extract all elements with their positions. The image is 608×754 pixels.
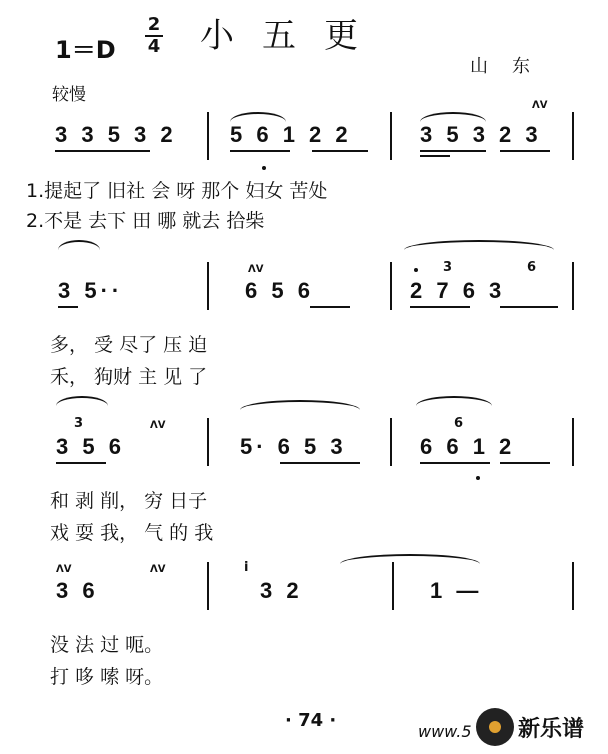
row1-lyrics-verse2: 2.不是 去下 田 哪 就去 拾柴 xyxy=(26,210,265,232)
meter-bottom: 4 xyxy=(147,36,161,57)
row3-lyrics-verse2: 戏 耍 我， 气 的 我 xyxy=(50,522,214,544)
row3-measure3-notes: 6 6 1 2 xyxy=(420,434,516,459)
grace-note: 3 xyxy=(443,260,453,275)
beam xyxy=(312,150,368,152)
row4-measure3-notes: 1 — xyxy=(430,578,483,603)
tie xyxy=(340,554,480,564)
beam xyxy=(55,150,150,152)
row2-measure1-notes: 3 5·· xyxy=(58,278,124,303)
beam xyxy=(310,306,350,308)
meter-top: 2 xyxy=(147,14,161,35)
beam xyxy=(280,462,360,464)
row1-measure1-notes: 3 3 5 3 2 xyxy=(55,122,177,147)
row4-measure1-notes: 3 6 xyxy=(56,578,99,603)
page-number: · 74 · xyxy=(285,710,337,731)
beam xyxy=(420,155,450,157)
row4-lyrics-verse1: 没 法 过 呃。 xyxy=(50,634,164,656)
row1-measure3-notes: 3 5 3 2 3 xyxy=(420,122,542,147)
slur xyxy=(404,240,554,250)
barline xyxy=(390,112,392,160)
row4-lyrics-verse2: 打 哆 嗦 呀。 xyxy=(50,666,164,688)
row2-lyrics-verse2: 禾， 狗财 主 见 了 xyxy=(50,366,208,388)
row3-measure1-notes: 3 5 6 xyxy=(56,434,125,459)
ornament-mark: ᐱᐯ xyxy=(248,264,264,275)
ornament-mark: ᐱᐯ xyxy=(532,100,548,111)
beam xyxy=(410,306,470,308)
grace-note: i xyxy=(244,560,249,575)
row1-lyrics-verse1: 1.提起了 旧社 会 呀 那个 妇女 苦处 xyxy=(26,180,328,202)
row2-lyrics-verse1: 多， 受 尽了 压 迫 xyxy=(50,334,208,356)
grace-note: 6 xyxy=(527,260,537,275)
slur xyxy=(58,240,100,250)
row3-measure2-notes: 5· 6 5 3 xyxy=(240,434,347,459)
grace-note: 6 xyxy=(454,416,464,431)
beam xyxy=(420,462,490,464)
ornament-mark: ᐱᐯ xyxy=(150,564,166,575)
barline xyxy=(207,562,209,610)
barline xyxy=(207,262,209,310)
slur xyxy=(240,400,360,410)
beam xyxy=(56,462,106,464)
watermark-name: 新乐谱 xyxy=(518,717,585,742)
beam xyxy=(58,306,78,308)
barline xyxy=(572,418,574,466)
song-region: 山东 xyxy=(470,56,554,77)
barline xyxy=(572,262,574,310)
row3-lyrics-verse1: 和 剥 削， 穷 日子 xyxy=(50,490,208,512)
row2-measure2-notes: 6 5 6 xyxy=(245,278,314,303)
beam xyxy=(420,150,486,152)
beam xyxy=(230,150,290,152)
row2-measure3-notes: 2 7 6 3 xyxy=(410,278,506,303)
row4-measure2-notes: 3 2 xyxy=(260,578,303,603)
ornament-mark: ᐱᐯ xyxy=(56,564,72,575)
slur xyxy=(56,396,108,406)
slur xyxy=(416,396,492,406)
beam xyxy=(500,150,550,152)
ornament-mark: ᐱᐯ xyxy=(150,420,166,431)
song-title: 小五更 xyxy=(200,16,386,56)
slur xyxy=(420,112,486,122)
row1-measure2-notes: 5 6 1 2 2 xyxy=(230,122,352,147)
watermark-logo-icon xyxy=(476,708,514,746)
beam xyxy=(500,462,550,464)
barline xyxy=(390,262,392,310)
barline xyxy=(572,112,574,160)
barline xyxy=(390,418,392,466)
beam xyxy=(500,306,558,308)
barline xyxy=(392,562,394,610)
barline xyxy=(572,562,574,610)
grace-note: 3 xyxy=(74,416,84,431)
key-signature: 1＝D xyxy=(55,36,116,64)
watermark-url: www.5 xyxy=(418,722,472,741)
barline xyxy=(207,112,209,160)
octave-dot xyxy=(414,268,418,272)
octave-dot xyxy=(262,166,266,170)
tempo-marking: 较慢 xyxy=(52,85,86,105)
octave-dot xyxy=(476,476,480,480)
slur xyxy=(230,112,286,122)
time-signature xyxy=(145,16,163,56)
barline xyxy=(207,418,209,466)
